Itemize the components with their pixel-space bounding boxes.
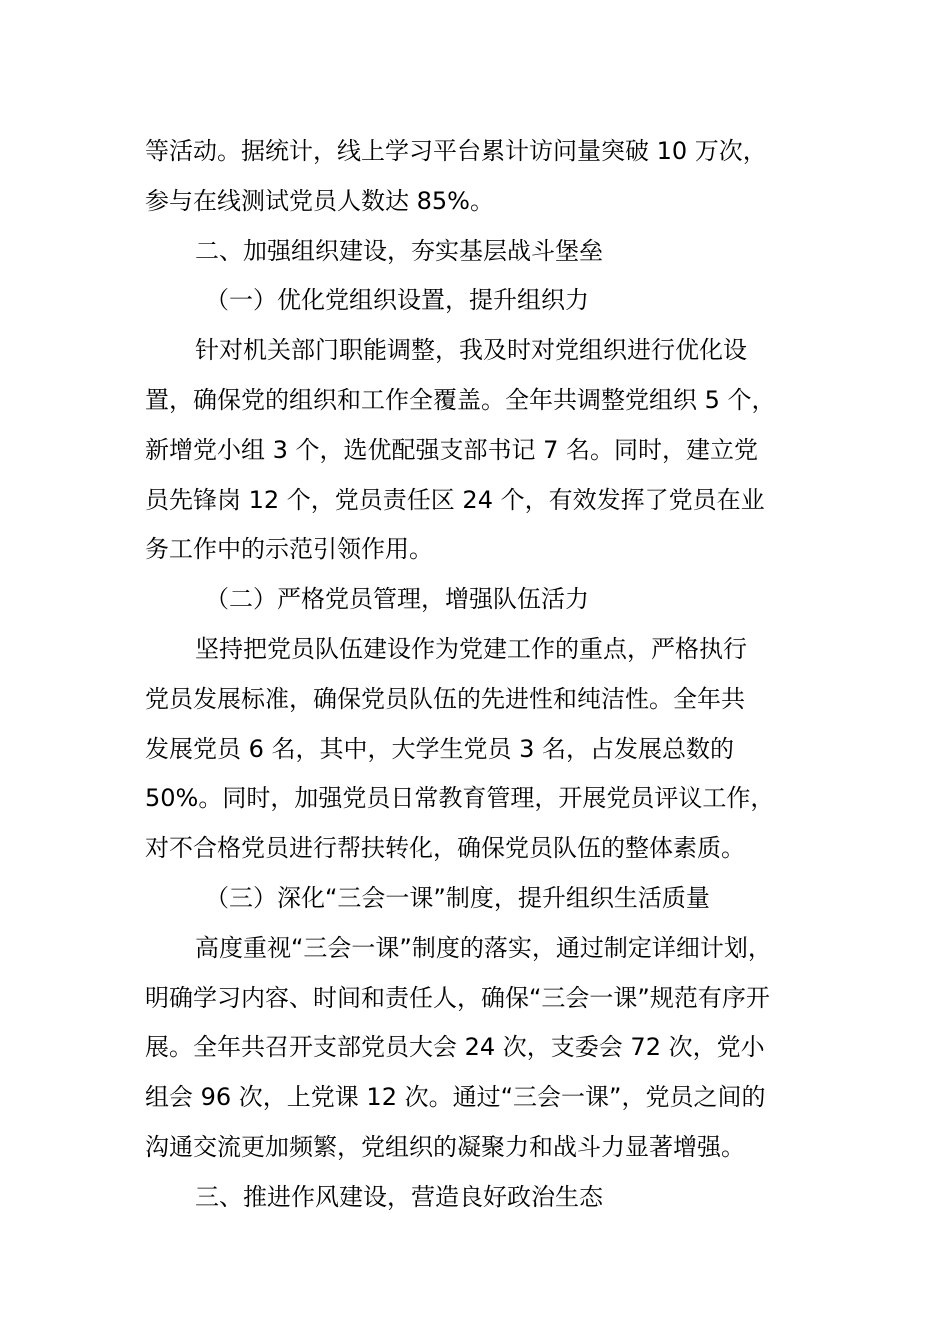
section-heading: 二、加强组织建设，夯实基层战斗堡垒 bbox=[195, 236, 603, 265]
paragraph-line: 针对机关部门职能调整，我及时对党组织进行优化设 bbox=[195, 336, 747, 365]
paragraph-line: 沟通交流更加频繁，党组织的凝聚力和战斗力显著增强。 bbox=[145, 1132, 745, 1161]
subsection-heading: （二）严格党员管理，增强队伍活力 bbox=[205, 585, 589, 614]
paragraph-line: 党员发展标准，确保党员队伍的先进性和纯洁性。全年共 bbox=[145, 684, 745, 713]
paragraph-line: 置，确保党的组织和工作全覆盖。全年共调整党组织 5 个， bbox=[145, 385, 776, 414]
subsection-heading: （三）深化“三会一课”制度，提升组织生活质量 bbox=[205, 883, 710, 912]
paragraph-line: 明确学习内容、时间和责任人，确保“三会一课”规范有序开 bbox=[145, 983, 770, 1012]
subsection-heading: （一）优化党组织设置，提升组织力 bbox=[205, 286, 589, 315]
paragraph-line: 新增党小组 3 个，选优配强支部书记 7 名。同时，建立党 bbox=[145, 435, 759, 464]
section-heading: 三、推进作风建设，营造良好政治生态 bbox=[195, 1182, 603, 1211]
paragraph-line: 员先锋岗 12 个，党员责任区 24 个，有效发挥了党员在业 bbox=[145, 485, 765, 514]
paragraph-line: 发展党员 6 名，其中，大学生党员 3 名，占发展总数的 bbox=[145, 734, 735, 763]
paragraph-line: 高度重视“三会一课”制度的落实，通过制定详细计划， bbox=[195, 933, 772, 962]
document-body bbox=[145, 127, 845, 1223]
paragraph-line: 组会 96 次，上党课 12 次。通过“三会一课”，党员之间的 bbox=[145, 1083, 766, 1112]
paragraph-line: 等活动。据统计，线上学习平台累计访问量突破 10 万次， bbox=[145, 137, 767, 165]
paragraph-line: 坚持把党员队伍建设作为党建工作的重点，严格执行 bbox=[195, 634, 747, 663]
paragraph-line: 50%。同时，加强党员日常教育管理，开展党员评议工作， bbox=[145, 784, 775, 813]
paragraph-line: 对不合格党员进行帮扶转化，确保党员队伍的整体素质。 bbox=[145, 834, 745, 863]
paragraph-line: 参与在线测试党员人数达 85%。 bbox=[145, 186, 494, 215]
paragraph-line: 展。全年共召开支部党员大会 24 次，支委会 72 次，党小 bbox=[145, 1033, 765, 1062]
paragraph-line: 务工作中的示范引领作用。 bbox=[145, 535, 433, 564]
